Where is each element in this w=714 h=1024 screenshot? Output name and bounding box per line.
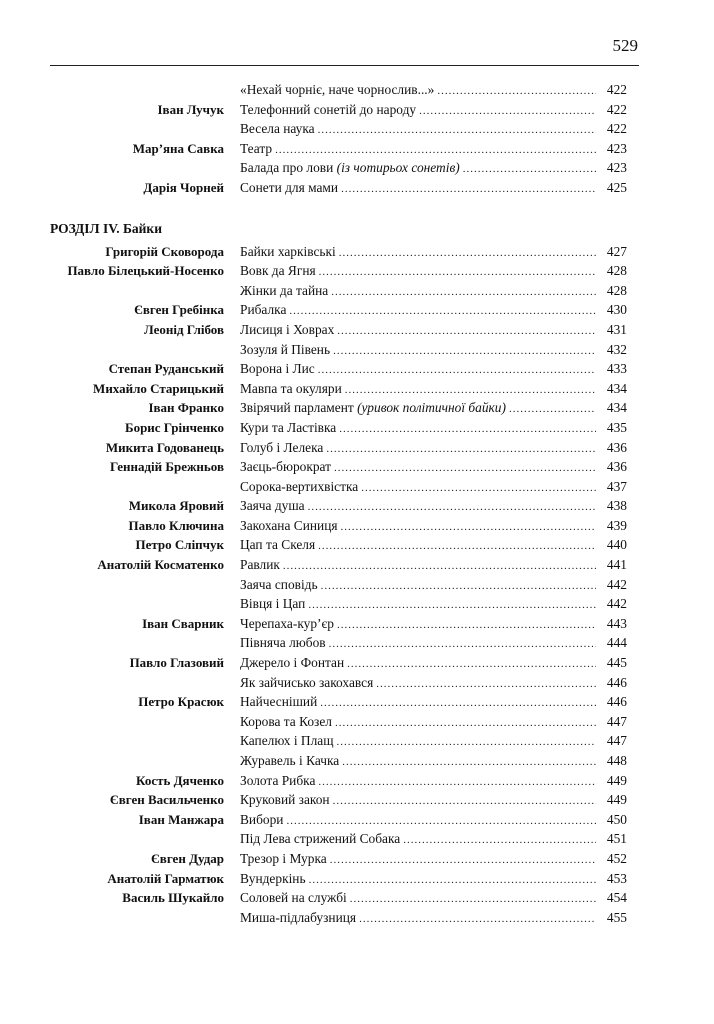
toc-title <box>240 810 283 830</box>
toc-author: Анатолій Гарматюк <box>107 870 224 886</box>
toc-row <box>0 751 714 771</box>
toc-author: Микита Годованець <box>105 439 224 455</box>
toc-title-text: Мавпа та окуляри <box>240 380 342 396</box>
toc-entry <box>240 673 599 695</box>
toc-title-text: Заяча сповідь <box>240 576 318 592</box>
toc-page-number: 448 <box>606 753 627 768</box>
toc-row <box>0 869 714 889</box>
toc-author: Микола Яровий <box>128 498 224 514</box>
toc-page-number: 438 <box>606 498 627 514</box>
toc-entry <box>240 457 599 479</box>
toc-author: Геннадій Брежньов <box>109 459 224 475</box>
toc-page-number: 440 <box>606 537 627 553</box>
toc-row <box>0 100 714 120</box>
toc-author: Іван Лучук <box>157 101 224 117</box>
toc-row <box>0 771 714 791</box>
toc-title <box>240 340 330 360</box>
toc-title <box>240 261 316 281</box>
toc-title <box>240 712 332 732</box>
toc-title-text: Соловей на службі <box>240 890 347 906</box>
toc-row <box>0 477 714 497</box>
toc-author: Михайло Старицький <box>93 380 224 396</box>
toc-row <box>0 516 714 536</box>
toc-row <box>0 340 714 360</box>
toc-entry <box>240 731 599 753</box>
table-of-contents <box>0 80 714 927</box>
toc-title <box>240 119 315 139</box>
toc-title-text: Закохана Синиця <box>240 517 338 533</box>
toc-entry <box>240 653 599 675</box>
toc-entry <box>240 751 599 773</box>
toc-title-text: Цап та Скеля <box>240 537 316 553</box>
toc-entry <box>240 418 599 440</box>
toc-title-text: Весела наука <box>240 121 315 137</box>
toc-title <box>240 477 358 497</box>
toc-title <box>240 535 315 555</box>
toc-title-text: Вибори <box>240 811 284 827</box>
toc-title-text: Сонети для мами <box>240 179 339 195</box>
dot-leader <box>359 910 596 930</box>
toc-page-number: 432 <box>606 341 627 357</box>
toc-entry <box>240 790 599 812</box>
toc-row <box>0 496 714 516</box>
toc-title-text: Байки харківські <box>240 243 336 259</box>
toc-page-number: 431 <box>606 321 627 337</box>
toc-title-text: Золота Рибка <box>240 772 316 788</box>
toc-page-number: 451 <box>606 831 627 847</box>
toc-author: Павло Ключина <box>128 517 224 533</box>
toc-row <box>0 457 714 477</box>
toc-title-text: Телефонний сонетій до народу <box>240 101 417 117</box>
toc-entry <box>240 139 599 161</box>
toc-title-text: Заєць-бюрократ <box>240 459 331 475</box>
toc-title-text: Черепаха-кур’єр <box>240 615 334 631</box>
toc-entry <box>240 575 599 597</box>
toc-page-number: 442 <box>606 596 627 612</box>
toc-title-note: (із чотирьох сонетів) <box>336 160 460 176</box>
toc-page-number: 445 <box>606 655 627 671</box>
toc-page-number: 439 <box>606 517 627 533</box>
toc-author: Василь Шукайло <box>122 890 224 906</box>
toc-title <box>240 849 327 869</box>
toc-page-number: 436 <box>606 439 627 455</box>
toc-title <box>240 496 305 516</box>
toc-row <box>0 692 714 712</box>
toc-author: Дарія Чорней <box>143 179 224 195</box>
toc-page-number: 436 <box>606 459 627 475</box>
toc-author: Іван Сварник <box>142 615 224 631</box>
toc-row <box>0 849 714 869</box>
toc-page-number: 449 <box>606 792 627 808</box>
toc-row <box>0 888 714 908</box>
toc-page-number: 428 <box>606 263 627 279</box>
toc-row <box>0 673 714 693</box>
toc-entry <box>240 178 599 200</box>
toc-author: Анатолій Косматенко <box>97 557 224 573</box>
toc-row <box>0 535 714 555</box>
toc-title <box>240 281 328 301</box>
toc-entry <box>240 535 599 557</box>
toc-title-text: Рибалка <box>240 302 287 318</box>
toc-entry <box>240 320 599 342</box>
toc-title <box>240 731 334 751</box>
toc-page-number: 452 <box>606 850 627 866</box>
header-rule <box>50 65 639 66</box>
toc-title <box>240 100 416 120</box>
toc-row <box>0 359 714 379</box>
toc-title <box>240 594 305 614</box>
toc-row <box>0 908 714 928</box>
toc-row <box>0 281 714 301</box>
toc-title <box>240 300 286 320</box>
toc-entry <box>240 300 599 322</box>
toc-entry <box>240 379 599 401</box>
toc-page-number: 428 <box>606 282 627 298</box>
toc-entry <box>240 438 599 460</box>
toc-title <box>240 242 336 262</box>
toc-title <box>240 614 334 634</box>
toc-author: Іван Манжара <box>138 811 224 827</box>
toc-title-text: Ворона і Лис <box>240 361 315 377</box>
toc-title-text: Корова та Козел <box>240 713 332 729</box>
toc-author: Леонід Глібов <box>143 321 224 337</box>
toc-entry <box>240 496 599 518</box>
toc-row <box>0 614 714 634</box>
toc-row <box>0 379 714 399</box>
toc-entry <box>240 771 599 793</box>
toc-title-text: Зозуля й Півень <box>240 341 331 357</box>
toc-row <box>0 178 714 198</box>
toc-title <box>240 418 336 438</box>
toc-author: Іван Франко <box>148 400 224 416</box>
toc-section-rows <box>0 242 714 928</box>
toc-page-number: 437 <box>606 478 627 494</box>
toc-page-number: 454 <box>606 890 627 906</box>
toc-author: Григорій Сковорода <box>105 243 224 259</box>
toc-row <box>0 653 714 673</box>
toc-author: Павло Білецький-Носенко <box>67 263 224 279</box>
toc-title <box>240 790 330 810</box>
toc-row <box>0 438 714 458</box>
toc-page-number: 443 <box>606 615 627 631</box>
toc-row <box>0 575 714 595</box>
toc-entry <box>240 614 599 636</box>
toc-row <box>0 418 714 438</box>
toc-title-text: Під Лева стрижений Собака <box>240 831 401 847</box>
toc-page-number: 422 <box>606 101 627 117</box>
toc-author: Петро Сліпчук <box>135 537 224 553</box>
toc-page-number: 422 <box>606 121 627 137</box>
toc-title-text: Як зайчисько закохався <box>240 674 374 690</box>
toc-title-text: Вундеркінь <box>240 870 306 886</box>
toc-title <box>240 908 356 928</box>
toc-title-note: (уривок політичної байки) <box>357 400 506 416</box>
toc-title-text: Голуб і Лелека <box>240 439 324 455</box>
toc-page-number: 441 <box>606 557 627 573</box>
toc-title <box>240 80 434 100</box>
toc-title <box>240 457 331 477</box>
toc-entry <box>240 829 599 851</box>
toc-entry <box>240 516 599 538</box>
toc-entry <box>240 908 599 930</box>
toc-title <box>240 888 347 908</box>
toc-author: Мар’яна Савка <box>132 140 224 156</box>
toc-title <box>240 653 344 673</box>
toc-title-text: Звірячий парламент <box>240 400 354 416</box>
toc-title-text: Миша-підлабузниця <box>240 909 357 925</box>
section-gap <box>0 198 714 216</box>
toc-author: Павло Глазовий <box>129 655 224 671</box>
toc-page-number: 453 <box>606 870 627 886</box>
toc-row <box>0 829 714 849</box>
toc-entry <box>240 261 599 283</box>
toc-page-number: 423 <box>606 160 627 176</box>
toc-row <box>0 810 714 830</box>
toc-page-number: 435 <box>606 419 627 435</box>
toc-entry <box>240 340 599 362</box>
toc-title <box>240 178 338 198</box>
toc-row <box>0 261 714 281</box>
toc-title <box>240 829 400 849</box>
toc-page-number: 427 <box>606 243 627 259</box>
toc-author: Євген Гребінка <box>134 302 224 318</box>
toc-page-number: 449 <box>606 772 627 788</box>
toc-page-number: 423 <box>606 140 627 156</box>
toc-page-number: 422 <box>606 82 627 97</box>
toc-row <box>0 731 714 751</box>
toc-author: Євген Васильченко <box>109 792 224 808</box>
toc-title <box>240 869 306 889</box>
toc-row <box>0 119 714 139</box>
toc-page-number: 442 <box>606 576 627 592</box>
toc-entry <box>240 119 599 141</box>
toc-page-number: 455 <box>606 909 627 925</box>
toc-title <box>240 751 339 771</box>
toc-page-number: 425 <box>606 179 627 195</box>
toc-title-text: Заяча душа <box>240 498 305 514</box>
toc-entry <box>240 359 599 381</box>
toc-row <box>0 594 714 614</box>
toc-entry <box>240 80 599 102</box>
toc-entry <box>240 281 599 303</box>
toc-title <box>240 320 334 340</box>
toc-entry <box>240 810 599 832</box>
toc-title <box>240 139 272 159</box>
toc-title <box>240 398 506 418</box>
toc-row <box>0 320 714 340</box>
toc-row <box>0 633 714 653</box>
toc-title-text: Круковий закон <box>240 792 330 808</box>
toc-title <box>240 379 342 399</box>
section-heading: РОЗДІЛ IV. Байки <box>50 220 162 236</box>
toc-title-text: Джерело і Фонтан <box>240 655 345 671</box>
toc-row <box>0 790 714 810</box>
toc-entry <box>240 849 599 871</box>
toc-title <box>240 692 317 712</box>
toc-entry <box>240 888 599 910</box>
toc-entry <box>240 158 599 180</box>
toc-top-rows <box>0 80 714 198</box>
toc-author: Кость Дяченко <box>136 772 224 788</box>
toc-author: Степан Руданський <box>108 361 224 377</box>
toc-row <box>0 80 714 100</box>
toc-author: Борис Грінченко <box>124 419 224 435</box>
toc-title-text: Трезор і Мурка <box>240 850 327 866</box>
toc-row <box>0 139 714 159</box>
toc-entry <box>240 869 599 891</box>
toc-page-number: 450 <box>606 811 627 827</box>
toc-title-text: Лисиця і Ховрах <box>240 321 335 337</box>
toc-author: Євген Дудар <box>150 850 224 866</box>
toc-row <box>0 158 714 178</box>
toc-page-number: 447 <box>606 713 627 729</box>
toc-entry <box>240 555 599 577</box>
toc-entry <box>240 477 599 499</box>
toc-entry <box>240 100 599 122</box>
toc-row <box>0 300 714 320</box>
toc-row <box>0 242 714 262</box>
toc-title <box>240 633 326 653</box>
toc-title-text: Сорока-вертихвістка <box>240 478 359 494</box>
toc-title <box>240 516 338 536</box>
toc-title <box>240 438 323 458</box>
toc-title-text: Вівця і Цап <box>240 596 306 612</box>
toc-author: Петро Красюк <box>138 694 224 710</box>
toc-title-text: Журавель і Качка <box>240 753 340 768</box>
toc-page-number: 434 <box>606 380 627 396</box>
toc-entry <box>240 633 599 655</box>
toc-title <box>240 158 460 178</box>
toc-title <box>240 771 315 791</box>
toc-title-text: Кури та Ластівка <box>240 419 337 435</box>
toc-entry <box>240 692 599 714</box>
toc-title <box>240 673 373 693</box>
toc-row <box>0 398 714 418</box>
toc-row <box>0 712 714 732</box>
toc-entry <box>240 712 599 734</box>
toc-title-text: Найчесніший <box>240 694 318 710</box>
page-number: 529 <box>612 36 638 55</box>
toc-title-text: Півняча любов <box>240 635 326 651</box>
toc-title <box>240 575 318 595</box>
toc-page-number: 434 <box>606 400 627 416</box>
dot-leader <box>341 180 596 200</box>
toc-title-text: «Нехай чорніє, наче чорнослив...» <box>240 82 435 97</box>
toc-title-text: Жінки да тайна <box>240 282 329 298</box>
toc-entry <box>240 242 599 264</box>
toc-row <box>0 555 714 575</box>
toc-title-text: Равлик <box>240 557 280 573</box>
toc-title <box>240 359 315 379</box>
toc-entry <box>240 398 599 420</box>
toc-page-number: 446 <box>606 674 627 690</box>
toc-title-text: Капелюх і Плащ <box>240 733 334 749</box>
toc-page-number: 430 <box>606 302 627 318</box>
toc-page-number: 444 <box>606 635 627 651</box>
toc-title <box>240 555 280 575</box>
toc-entry <box>240 594 599 616</box>
toc-page-number: 447 <box>606 733 627 749</box>
toc-page-number: 433 <box>606 361 627 377</box>
toc-page-number: 446 <box>606 694 627 710</box>
toc-title-text: Вовк да Ягня <box>240 263 316 279</box>
toc-title-text: Балада про лови <box>240 160 334 176</box>
toc-title-text: Театр <box>240 140 273 156</box>
